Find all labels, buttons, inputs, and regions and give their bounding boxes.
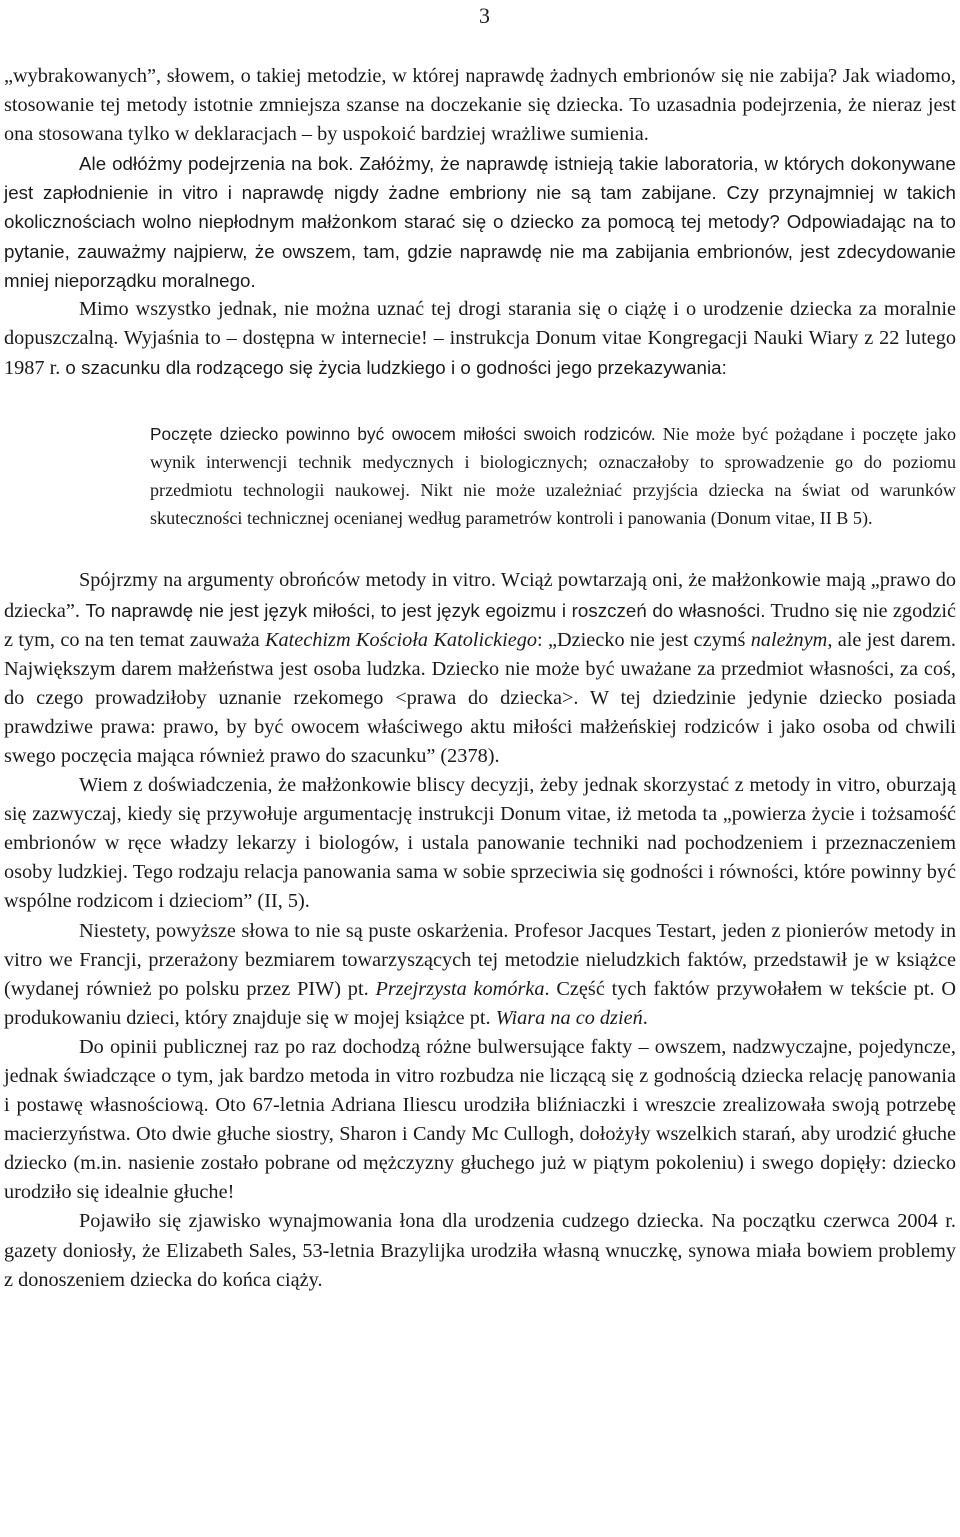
book-title-wiara-na-co-dzien: Wiara na co dzień xyxy=(495,1006,643,1029)
paragraph-4-text-c: Trudno się nie zgodzić z tym, co na ten temat zauważa xyxy=(4,599,956,651)
paragraph-7 xyxy=(4,1033,956,1208)
paragraph-4-text-b: To naprawdę nie jest język miłości, to jest język egoizmu i roszczeń do własności. xyxy=(85,599,766,621)
paragraph-2 xyxy=(4,149,956,294)
paragraph-2-text: Ale odłóżmy podejrzenia na bok. Załóżmy, że naprawdę istnieją takie laboratoria, w których dokonywane jest zapłodnienie in vitro i naprawdę nigdy żadne embriony nie są tam zabijane. Czy przynajmniej w takich okolicznościach wolno niepłodnym małżonkom starać się o dziecko za pomocą tej metody? Odpowiadając na to pytanie, zauważmy najpierw, że owszem, tam, gdzie naprawdę nie ma zabijania embrionów, jest zdecydowanie mniej nieporządku moralnego. xyxy=(4,153,956,291)
quote-sentence-3: Nikt nie może uzależniać przyjścia dziecka na świat od warunków skuteczności technicznej ocenianej według parametrów kontroli i panowania (Donum vitae, II B 5). xyxy=(150,480,956,529)
paragraph-3-text: Mimo wszystko jednak, nie można uznać tej drogi starania się o ciążę i o urodzenie dziecka za moralnie dopuszczalną. Wyjaśnia to – dostępna w internecie! – instrukcja Donum vitae Kongregacji Nauki Wiary z 22 lutego 1987 r. xyxy=(4,297,956,379)
paragraph-6 xyxy=(4,917,956,1033)
document-body xyxy=(4,62,956,1295)
paragraph-3-text-sans: o szacunku dla rodzącego się życia ludzkiego i o godności jego przekazywania: xyxy=(65,356,727,378)
paragraph-8-text: Pojawiło się zjawisko wynajmowania łona dla urodzenia cudzego dziecka. Na początku czerwca 2004 r. gazety doniosły, że Elizabeth Sales, 53-letnia Brazylijka urodziła własną wnuczkę, synowa miała bowiem problemy z donoszeniem dziecka do końca ciąży. xyxy=(4,1210,956,1291)
paragraph-1 xyxy=(4,62,956,149)
emphasis-nalezny: należnym xyxy=(750,628,828,651)
quote-sentence-2: Nie może być pożądane i poczęte jako wynik interwencji technik medycznych i biologicznych; oznaczałoby to sprowadzenie go do poziomu przedmiotu technologii naukowej. xyxy=(150,424,957,501)
paragraph-6-text-c: . Część tych faktów przywołałem w tekście pt. O produkowaniu dzieci, który znajduje się w mojej książce pt. xyxy=(4,977,956,1029)
paragraph-6-text-a: Niestety, powyższe słowa to nie są puste oskarżenia. Profesor Jacques Testart, jeden z pionierów metody in vitro we Francji, przerażony bezmiarem towarzyszących tej metodzie nieludzkich faktów, przedstawił je w książce (wydanej również po polsku przez PIW) pt. xyxy=(4,919,956,1000)
paragraph-4 xyxy=(4,566,956,771)
document-page xyxy=(4,0,956,1537)
paragraph-6-text-e: . xyxy=(642,1006,648,1029)
quote-sentence-1: Poczęte dziecko powinno być owocem miłości swoich rodziców. xyxy=(150,424,656,445)
paragraph-5-text: Wiem z doświadczenia, że małżonkowie bliscy decyzji, żeby jednak skorzystać z metody in vitro, oburzają się zazwyczaj, kiedy się przywołuje argumentację instrukcji Donum vitae, iż metoda ta „powierza życie i tożsamość embrionów w ręce władzy lekarzy i biologów, i ustala panowanie techniki nad pochodzeniem i przeznaczeniem osoby ludzkiej. Tego rodzaju relacja panowania sama w sobie sprzeciwia się godności i równości, które powinny być wspólne rodzicom i dzieciom” (II, 5). xyxy=(4,774,956,913)
donum-vitae-quote xyxy=(150,420,956,532)
paragraph-4-text-a: Spójrzmy na argumenty obrońców metody in vitro. Wciąż powtarzają oni, że małżonkowie mają „prawo do dziecka”. xyxy=(4,569,956,622)
paragraph-7-text: Do opinii publicznej raz po raz dochodzą różne bulwersujące fakty – owszem, nadzwyczajne, pojedyncze, jednak świadczące o tym, jak bardzo metoda in vitro rozbudza nie liczącą się z godnością dziecka relację panowania i postawę własnościową. Oto 67-letnia Adriana Iliescu urodziła bliźniaczki i wreszcie zrealizowała swoją potrzebę macierzyństwa. Oto dwie głuche siostry, Sharon i Candy Mc Cullogh, dołożyły wszelkich starań, aby urodzić głuche dziecko (m.in. nasienie zostało pobrane od mężczyzny głuchego już w piątym pokoleniu) i swego dopięły: dziecko urodziło się idealnie głuche! xyxy=(4,1035,956,1204)
paragraph-4-text-g: , ale jest darem. Największym darem małżeństwa jest osoba ludzka. Dziecko nie może być uważane za przedmiot własności, za coś, do czego prowadziłoby uznanie rzekomego <prawa do dziecka>. W tej dziedzinie jedynie dziecko posiada prawdziwe prawa: prawo, by być owocem właściwego aktu miłości małżeńskiej rodziców i jako osoba od chwili swego poczęcia mająca również prawo do szacunku” (2378). xyxy=(4,628,956,767)
paragraph-8 xyxy=(4,1207,956,1294)
paragraph-3 xyxy=(4,295,956,383)
paragraph-5 xyxy=(4,771,956,916)
page-number: 3 xyxy=(479,3,490,28)
catechism-title: Katechizm Kościoła Katolickiego xyxy=(264,628,538,651)
book-title-przejrzysta-komorka: Przejrzysta komórka xyxy=(375,977,545,1000)
paragraph-1-text: „wybrakowanych”, słowem, o takiej metodzie, w której naprawdę żadnych embrionów się nie zabija? Jak wiadomo, stosowanie tej metody istotnie zmniejsza szanse na doczekanie się dziecka. To uzasadnia podejrzenia, że nieraz jest ona stosowana tylko w deklaracjach – by uspokoić bardziej wrażliwe sumienia. xyxy=(4,65,956,146)
paragraph-4-text-e: : „Dziecko nie jest czymś xyxy=(537,628,746,651)
